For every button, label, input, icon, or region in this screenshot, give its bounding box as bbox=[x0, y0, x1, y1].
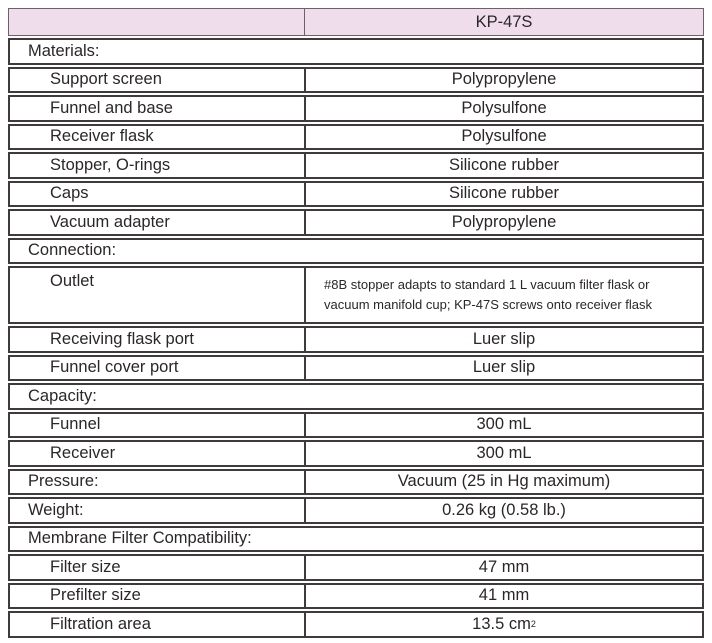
spec-value-base: 13.5 cm bbox=[472, 614, 531, 633]
section-label: Capacity: bbox=[28, 386, 97, 405]
spec-row-receiver-flask bbox=[8, 124, 704, 151]
spec-value: Luer slip bbox=[472, 358, 536, 377]
table-header-row bbox=[8, 8, 704, 36]
section-row-capacity bbox=[8, 383, 704, 410]
spec-label: Receiver bbox=[10, 442, 306, 465]
spec-row-support-screen bbox=[8, 67, 704, 94]
spec-value: 0.26 kg (0.58 lb.) bbox=[442, 500, 566, 519]
spec-value: Polysulfone bbox=[461, 127, 547, 146]
spec-label: Funnel and base bbox=[10, 97, 306, 120]
spec-row-stopper-orings bbox=[8, 152, 704, 179]
section-row-membrane-filter-compatibility bbox=[8, 526, 704, 553]
header-model-label: KP-47S bbox=[475, 12, 533, 31]
spec-label: Receiver flask bbox=[10, 126, 306, 149]
spec-value-note bbox=[306, 268, 702, 322]
spec-row-funnel-capacity bbox=[8, 412, 704, 439]
spec-row-filter-size bbox=[8, 554, 704, 581]
note-line-1: #8B stopper adapts to standard 1 L vacuum filter flask or bbox=[324, 277, 650, 292]
spec-value-superscript: 13.5 cm 2 bbox=[472, 614, 536, 633]
note-line-2: vacuum manifold cup; KP-47S screws onto receiver flask bbox=[324, 297, 653, 312]
spec-row-receiving-flask-port bbox=[8, 326, 704, 353]
spec-label: Vacuum adapter bbox=[10, 211, 306, 234]
spec-label: Stopper, O-rings bbox=[10, 154, 306, 177]
spec-table bbox=[8, 8, 704, 640]
spec-row-funnel-cover-port bbox=[8, 355, 704, 382]
spec-label: Weight: bbox=[10, 499, 306, 522]
spec-row-caps bbox=[8, 181, 704, 208]
spec-value: 300 mL bbox=[476, 415, 532, 434]
spec-row-receiver-capacity bbox=[8, 440, 704, 467]
spec-label: Caps bbox=[10, 183, 306, 206]
spec-row-prefilter-size bbox=[8, 583, 704, 610]
section-row-connection bbox=[8, 238, 704, 265]
section-label: Membrane Filter Compatibility: bbox=[28, 529, 252, 548]
spec-label: Outlet bbox=[10, 268, 306, 322]
spec-value: Silicone rubber bbox=[448, 184, 560, 203]
section-row-materials bbox=[8, 38, 704, 65]
section-label: Materials: bbox=[28, 41, 100, 60]
section-label: Connection: bbox=[28, 241, 117, 260]
spec-label: Pressure: bbox=[10, 471, 306, 494]
spec-value: Luer slip bbox=[472, 329, 536, 348]
spec-label: Prefilter size bbox=[10, 585, 306, 608]
spec-row-vacuum-adapter bbox=[8, 209, 704, 236]
spec-value: 47 mm bbox=[478, 557, 530, 576]
spec-value: Vacuum (25 in Hg maximum) bbox=[397, 472, 611, 491]
spec-value: 300 mL bbox=[476, 443, 532, 462]
spec-row-outlet bbox=[8, 266, 704, 324]
spec-value: Polypropylene bbox=[451, 70, 557, 89]
spec-value: Polypropylene bbox=[451, 212, 557, 231]
spec-label: Funnel bbox=[10, 414, 306, 437]
spec-value: Polysulfone bbox=[461, 98, 547, 117]
spec-label: Receiving flask port bbox=[10, 328, 306, 351]
spec-row-weight bbox=[8, 497, 704, 524]
spec-value: Silicone rubber bbox=[448, 155, 560, 174]
spec-label: Support screen bbox=[10, 69, 306, 92]
spec-label: Filter size bbox=[10, 556, 306, 579]
spec-label: Filtration area bbox=[10, 613, 306, 636]
spec-row-filtration-area bbox=[8, 611, 704, 638]
spec-row-pressure bbox=[8, 469, 704, 496]
spec-value: 41 mm bbox=[478, 586, 530, 605]
spec-label: Funnel cover port bbox=[10, 357, 306, 380]
spec-row-funnel-and-base bbox=[8, 95, 704, 122]
header-empty-cell bbox=[9, 9, 305, 35]
